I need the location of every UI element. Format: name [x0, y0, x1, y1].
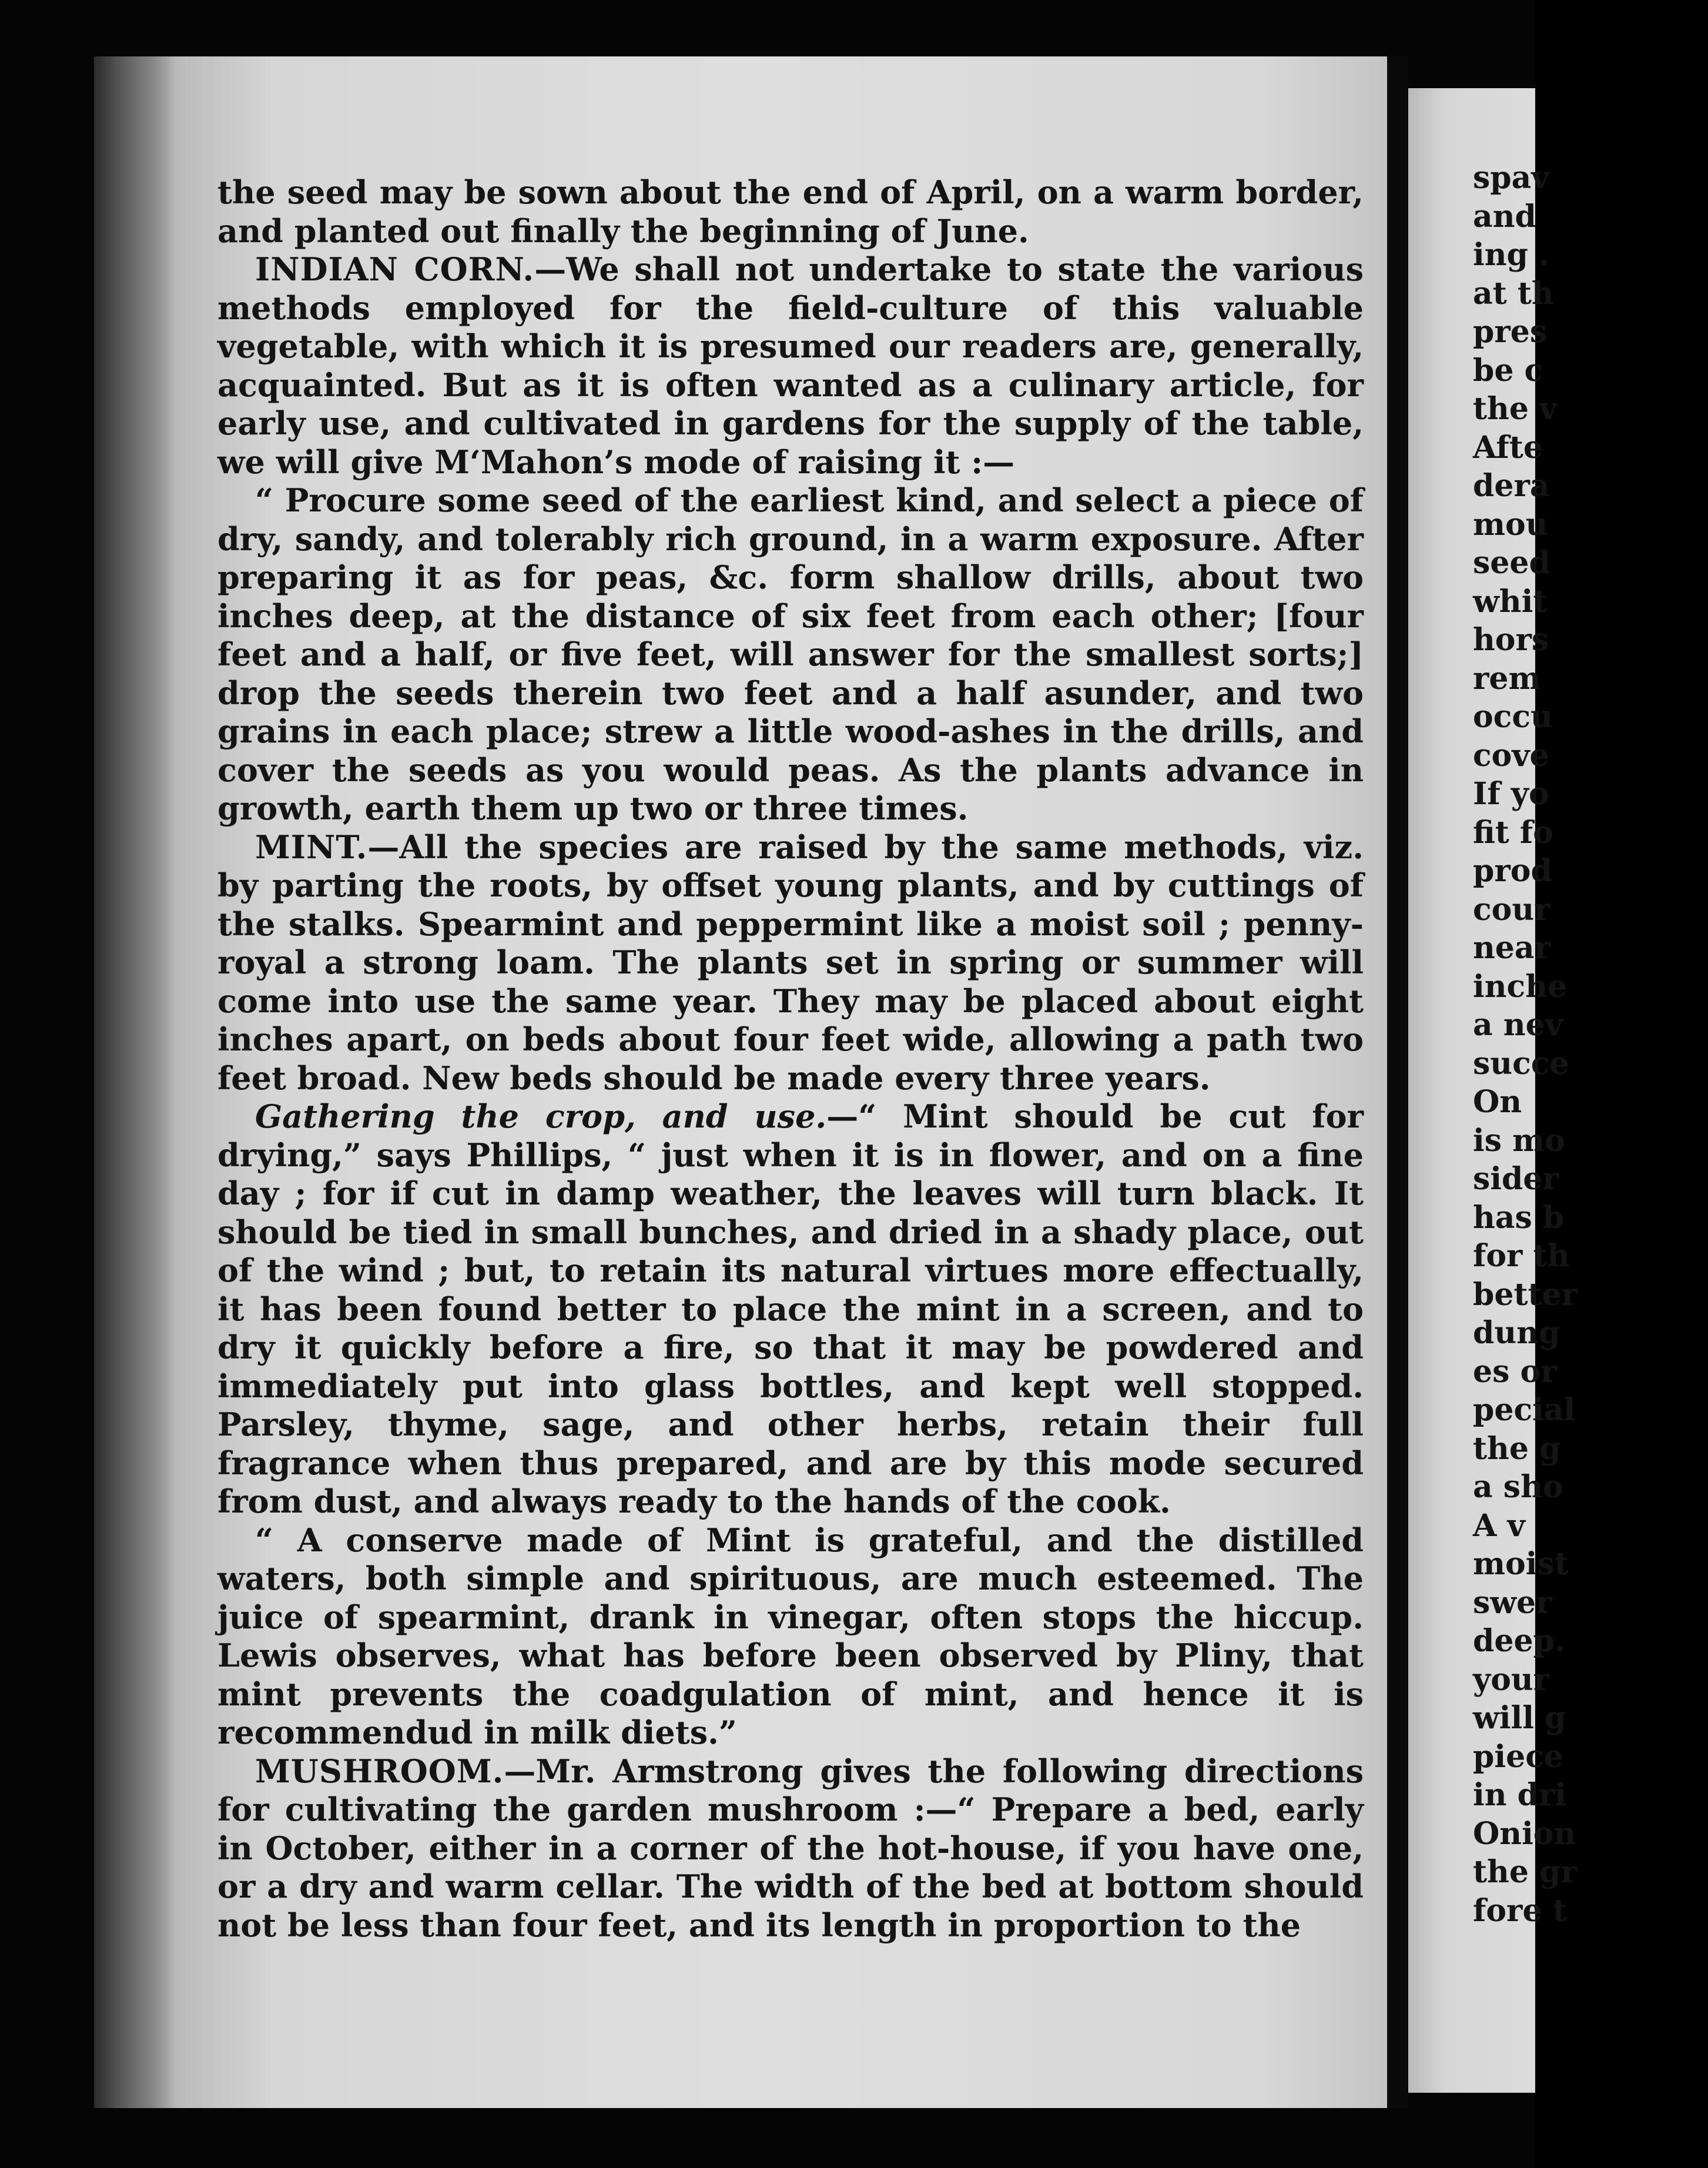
section-heading: MUSHROOM. — [255, 1752, 504, 1790]
right-page-line-fragment: moist — [1473, 1546, 1569, 1582]
left-page-body-text — [217, 173, 1364, 1945]
right-page-line-fragment: the g — [1473, 1430, 1561, 1467]
right-page-line-fragment: has b — [1473, 1199, 1565, 1236]
right-page-line-fragment: better — [1473, 1276, 1578, 1313]
paragraph — [217, 250, 1364, 481]
right-page-line-fragment: Onion — [1473, 1815, 1576, 1852]
right-page-line-fragment: A v — [1473, 1507, 1525, 1544]
page-gutter — [1387, 56, 1408, 2108]
right-page-line-fragment: in dri — [1473, 1777, 1567, 1813]
right-page-line-fragment: cove — [1473, 737, 1549, 774]
paragraph-text: —Mr. Armstrong gives the following directions for cultivating the garden mushroom :—“ Prepare a bed, early in October, either in a corner of the hot-house, if you have one, or a dry and warm cellar. The width of the bed at bottom should not be less than four feet, and its length in proportion to the — [217, 1752, 1364, 1944]
paragraph-text: —All the species are raised by the same methods, viz. by parting the roots, by offset young plants, and by cuttings of the stalks. Spearmint and peppermint like a moist soil ; penny-royal a strong loam. The plants set in spring or summer will come into use the same year. They may be placed about eight inches apart, on beds about four feet wide, allowing a path two feet broad. New beds should be made every three years. — [217, 828, 1364, 1097]
paragraph — [217, 481, 1364, 828]
right-page-line-fragment: dera — [1473, 468, 1550, 504]
right-page-line-fragment: your — [1473, 1661, 1550, 1698]
paragraph-text: —We shall not undertake to state the various methods employed for the field-culture of this valuable vegetable, with which it is presumed our readers are, generally, acquainted. But as it is often wanted as a culinary article, for early use, and cultivated in gardens for the supply of the table, we will give M‘Mahon’s mode of raising it :— — [217, 250, 1364, 481]
right-page-line-fragment: pecial — [1473, 1392, 1576, 1428]
right-page-line-fragment: fit fo — [1473, 814, 1553, 851]
right-page-line-fragment: the gr — [1473, 1854, 1577, 1890]
paragraph-text: “ A conserve made of Mint is grateful, and the distilled waters, both simple and spirituous, are much esteemed. The juice of spearmint, drank in vinegar, often stops the hiccup. Lewis observes, what has before been observed by Pliny, that mint prevents the coadgulation of mint, and hence it is recommendud in milk diets.” — [217, 1521, 1364, 1751]
right-page-line-fragment: for th — [1473, 1238, 1570, 1274]
section-heading: INDIAN CORN. — [255, 250, 535, 288]
right-page-line-fragment: and — [1473, 198, 1536, 235]
section-heading: MINT. — [255, 828, 368, 866]
right-page-line-fragment: occu — [1473, 699, 1553, 735]
paragraph — [217, 1521, 1364, 1752]
binding-shadow — [94, 56, 176, 2108]
right-page-line-fragment: dung — [1473, 1315, 1560, 1351]
right-page-line-fragment: es or — [1473, 1353, 1557, 1390]
right-page-line-fragment: mou — [1473, 506, 1548, 543]
paragraph — [217, 1098, 1364, 1521]
right-page-line-fragment: prod — [1473, 853, 1552, 889]
right-page-line-fragment: the v — [1473, 391, 1558, 427]
right-page-line-fragment: deep. — [1473, 1623, 1565, 1659]
right-page-text-fragments — [1473, 159, 1708, 1930]
right-page-line-fragment: whit — [1473, 583, 1548, 620]
right-page-line-fragment: succe — [1473, 1045, 1569, 1082]
paragraph — [217, 828, 1364, 1098]
italic-subheading: Gathering the crop, and use. — [255, 1098, 827, 1135]
paragraph-text: “ Procure some seed of the earliest kind, and select a piece of dry, sandy, and tolerably rich ground, in a warm exposure. After preparing it as for peas, &c. form shallow drills, about two inches deep, at the distance of six feet from each other; [four feet and a half, or five feet, will answer for the smallest sorts;] drop the seeds therein two feet and a half asunder, and two grains in each place; strew a little wood-ashes in the drills, and cover the seeds as you would peas. As the plants advance in growth, earth them up two or three times. — [217, 481, 1364, 827]
paragraph-text: the seed may be sown about the end of April, on a warm border, and planted out finally the beginning of June. — [217, 173, 1364, 250]
right-page-line-fragment: cour — [1473, 891, 1550, 928]
right-page-line-fragment: near — [1473, 930, 1550, 966]
right-page-line-fragment: a nev — [1473, 1007, 1563, 1043]
paragraph-text: —“ Mint should be cut for drying,” says Phillips, “ just when it is in flower, and on a fine day ; for if cut in damp weather, the leaves will turn black. It should be tied in small bunches, and dried in a shady place, out of the wind ; but, to retain its natural virtues more effectually, it has been found better to place the mint in a screen, and to dry it quickly before a fire, so that it may be powdered and immediately put into glass bottles, and kept well stopped. Parsley, thyme, sage, and other herbs, retain their full fragrance when thus prepared, and are by this mode secured from dust, and always ready to the hands of the cook. — [217, 1098, 1364, 1520]
paragraph — [217, 1752, 1364, 1945]
right-page-line-fragment: spav — [1473, 160, 1549, 196]
right-page-line-fragment: piece — [1473, 1738, 1563, 1775]
right-page-line-fragment: at th — [1473, 275, 1554, 312]
right-page-line-fragment: Afte — [1473, 429, 1543, 466]
right-page-line-fragment: is mo — [1473, 1122, 1565, 1159]
right-page-line-fragment: On — [1473, 1084, 1522, 1120]
right-page-line-fragment: fore t — [1473, 1892, 1567, 1929]
right-page-line-fragment: If yo — [1473, 776, 1549, 812]
right-page-edge — [1408, 88, 1578, 2093]
right-page-line-fragment: sider — [1473, 1161, 1559, 1197]
right-page-line-fragment: seed — [1473, 545, 1550, 581]
right-page-line-fragment: ing . — [1473, 237, 1550, 273]
right-page-line-fragment: a sho — [1473, 1469, 1563, 1505]
right-page-line-fragment: will g — [1473, 1700, 1566, 1736]
right-page-line-fragment: be c — [1473, 352, 1543, 389]
right-page-line-fragment: swer — [1473, 1584, 1552, 1621]
right-page-line-fragment: pres — [1473, 314, 1548, 350]
right-page-line-fragment: hors — [1473, 622, 1549, 658]
paragraph — [217, 173, 1364, 250]
right-page-line-fragment: rem — [1473, 660, 1541, 697]
right-page-line-fragment: inche — [1473, 968, 1568, 1005]
